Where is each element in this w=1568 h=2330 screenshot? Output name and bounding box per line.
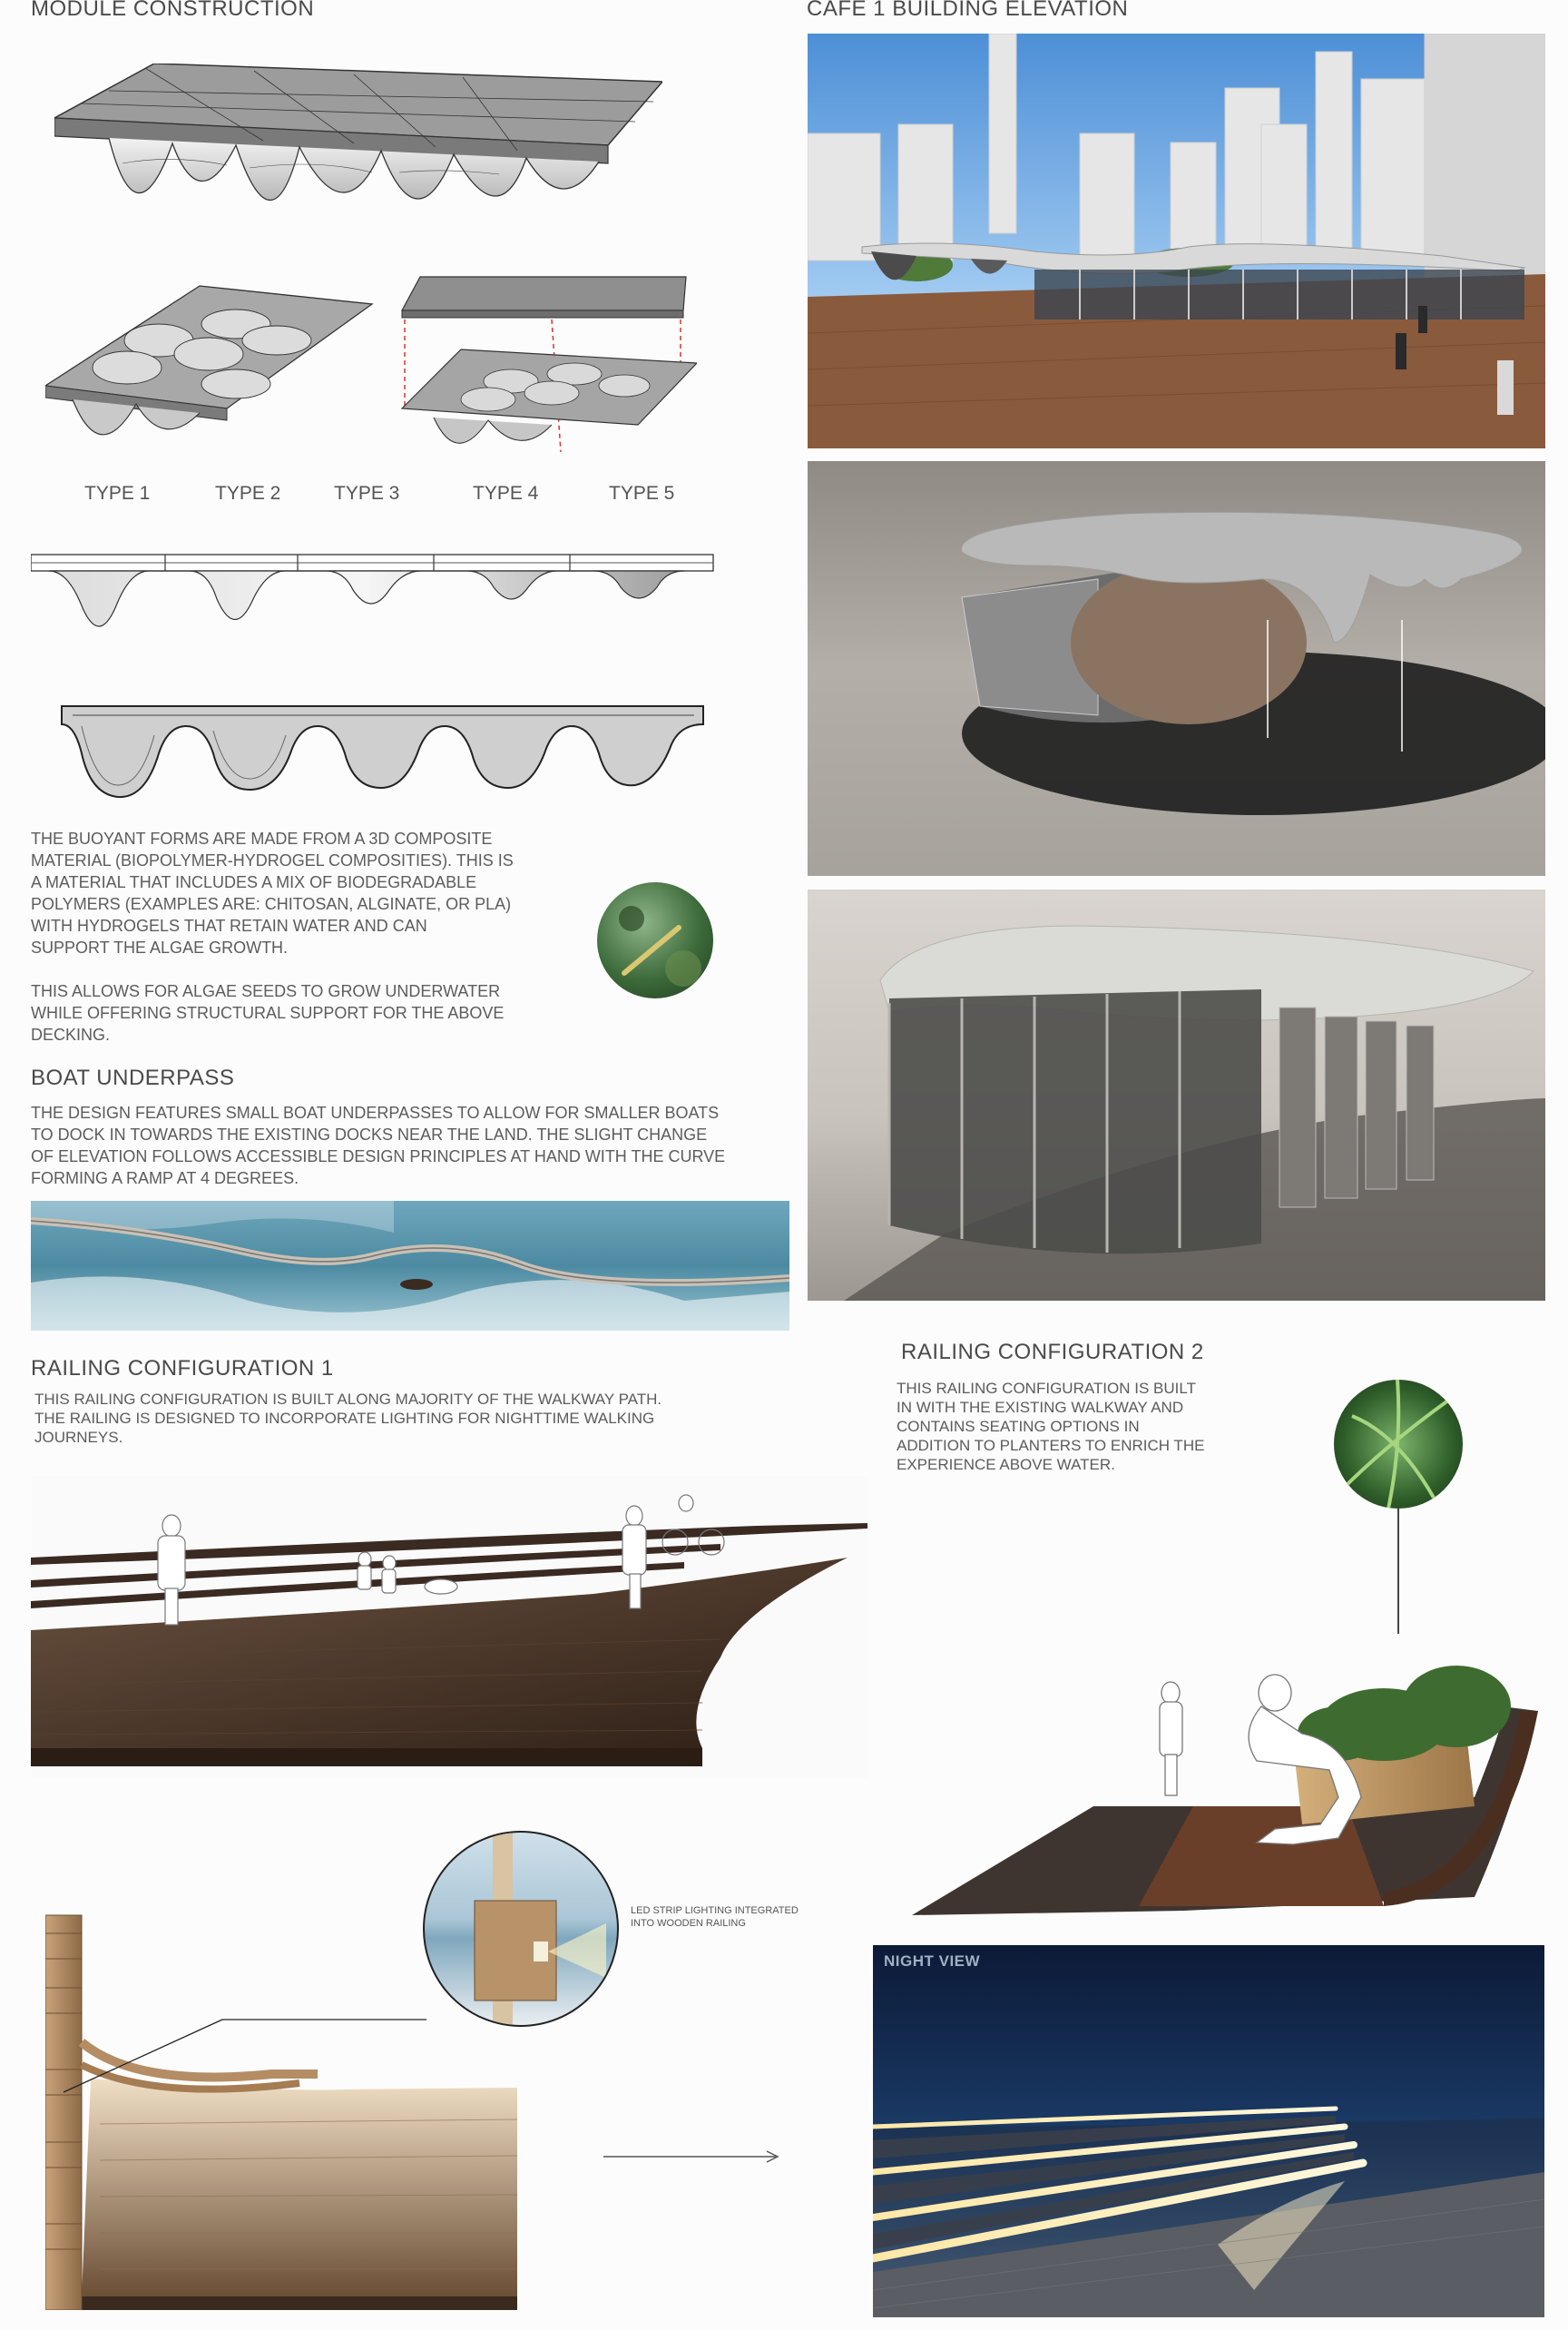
railing-1-title: RAILING CONFIGURATION 1 [31,1356,334,1381]
railing-2-title: RAILING CONFIGURATION 2 [901,1340,1204,1364]
led-callout-text: LED STRIP LIGHTING INTEGRATED INTO WOODEN RAILING [631,1905,799,1929]
type-4-label: TYPE 4 [473,483,539,504]
algae-photo [597,882,713,998]
module-section-1 [31,549,720,654]
cafe-render-glass [808,890,1545,1301]
fern-photo [1334,1380,1463,1509]
type-5-label: TYPE 5 [609,483,675,504]
type-1-label: TYPE 1 [84,483,151,504]
railing-1-description: THIS RAILING CONFIGURATION IS BUILT ALONG MAJORITY OF THE WALKWAY PATH. THE RAILING IS DESIGNED TO INCORPORATE LIGHTING FOR NIGHTTIME WALKING JOURNEYS. [34,1391,662,1446]
module-description-2: THIS ALLOWS FOR ALGAE SEEDS TO GROW UNDERWATER WHILE OFFERING STRUCTURAL SUPPORT FOR THE ABOVE DECKING. [31,982,505,1044]
module-grid-render [54,64,662,245]
cafe-render-aerial [808,461,1545,876]
cafe-render-street [808,34,1545,448]
arrow-right-icon [603,2148,785,2166]
boat-underpass-description: THE DESIGN FEATURES SMALL BOAT UNDERPASSES TO ALLOW FOR SMALLER BOATS TO DOCK IN TOWARDS THE EXISTING DOCKS NEAR THE LAND. THE SLIGHT CHANGE OF ELEVATION FOLLOWS ACCESSIBLE DESIGN PRINCIPLES AT HAND WITH THE CURVE FORMING A RAMP AT 4 DEGREES. [31,1104,726,1187]
railing-2-render [912,1634,1547,1933]
night-view-label: NIGHT VIEW [884,1952,981,1970]
module-exploded-render [397,272,697,467]
module-construction-title: MODULE CONSTRUCTION [31,0,315,21]
type-2-label: TYPE 2 [215,483,281,504]
railing-2-description: THIS RAILING CONFIGURATION IS BUILT IN WITH THE EXISTING WALKWAY AND CONTAINS SEATING OPTIONS IN ADDITION TO PLANTERS TO ENRICH THE EXPERIENCE ABOVE WATER. [897,1380,1205,1473]
night-view-render [873,1945,1544,2317]
module-description-1: THE BUOYANT FORMS ARE MADE FROM A 3D COMPOSITE MATERIAL (BIOPOLYMER-HYDROGEL COMPOSITIES). THIS IS A MATERIAL THAT INCLUDES A MIX OF BIODEGRADABLE POLYMERS (EXAMPLES ARE: CHITOSAN, ALGINATE, OR PLA) WITH HYDROGELS THAT RETAIN WATER AND CAN SUPPORT THE ALGAE GROWTH. [31,830,514,957]
cafe-elevation-title: CAFE 1 BUILDING ELEVATION [807,0,1129,21]
fern-leader-line [1397,1509,1399,1654]
led-detail-circle [423,1831,619,2027]
boat-underpass-render [31,1201,789,1331]
railing-1-render [31,1476,867,1778]
boat-underpass-title: BOAT UNDERPASS [31,1066,235,1090]
module-half-render [45,268,381,458]
type-3-label: TYPE 3 [334,483,400,504]
module-section-2 [54,699,708,808]
